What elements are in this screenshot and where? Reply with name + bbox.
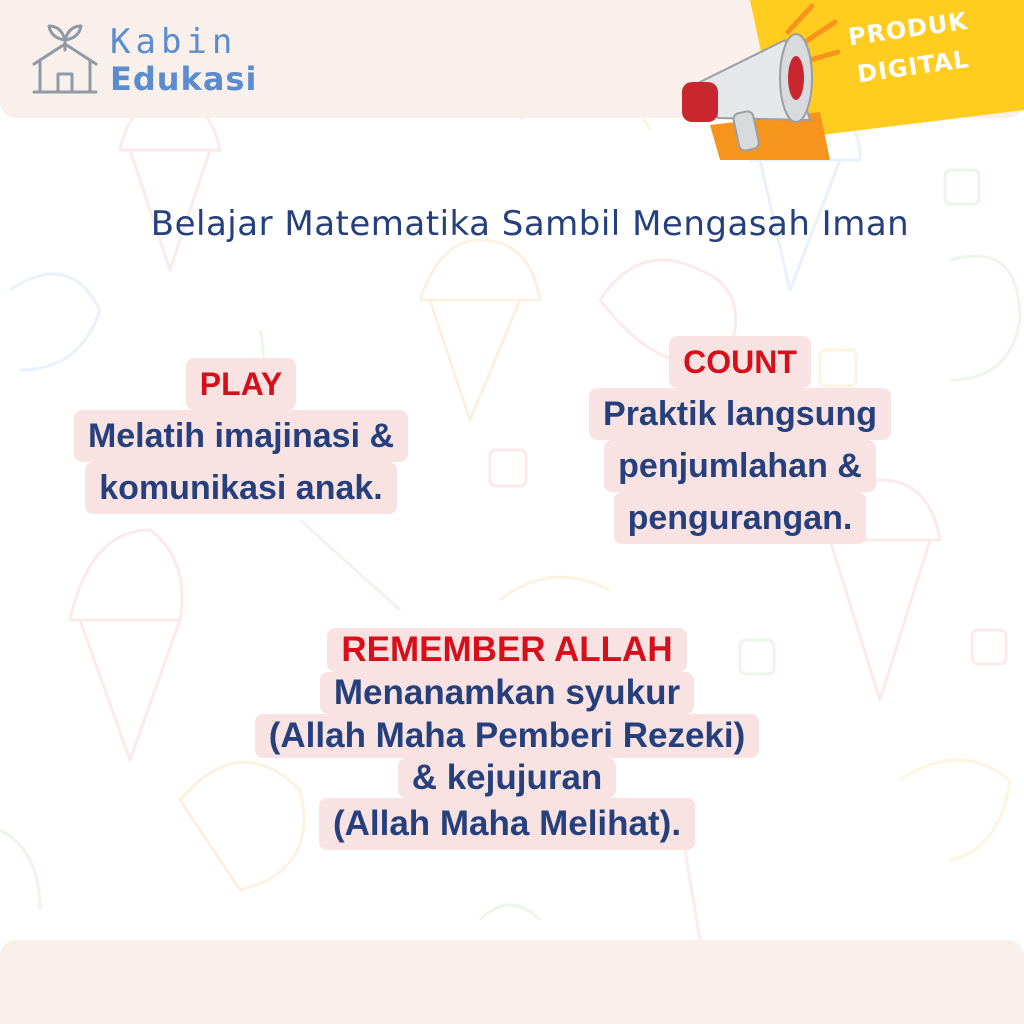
promo-line2: DIGITAL xyxy=(855,44,972,89)
play-block xyxy=(56,358,426,514)
count-line: pengurangan. xyxy=(614,492,867,544)
brand-name-line1: Kabin xyxy=(110,22,238,62)
house-sprout-icon xyxy=(30,20,100,96)
count-line: penjumlahan & xyxy=(604,440,876,492)
remember-line: Menanamkan syukur xyxy=(320,672,694,714)
count-block xyxy=(558,336,922,544)
remember-line: (Allah Maha Pemberi Rezeki) xyxy=(255,714,760,758)
remember-line: & kejujuran xyxy=(398,758,617,798)
play-title: PLAY xyxy=(186,358,296,410)
remember-allah-block xyxy=(222,628,792,850)
count-line: Praktik langsung xyxy=(589,388,891,440)
play-line: komunikasi anak. xyxy=(85,462,396,514)
brand-logo xyxy=(30,18,270,102)
count-title: COUNT xyxy=(669,336,811,388)
remember-title: REMEMBER ALLAH xyxy=(327,628,686,672)
play-line: Melatih imajinasi & xyxy=(74,410,408,462)
promo-line1: PRODUK xyxy=(846,6,970,52)
page-title: Belajar Matematika Sambil Mengasah Iman xyxy=(150,204,910,244)
brand-name-line2: Edukasi xyxy=(110,60,258,98)
bottom-bar xyxy=(0,940,1024,1024)
remember-line: (Allah Maha Melihat). xyxy=(319,798,695,850)
